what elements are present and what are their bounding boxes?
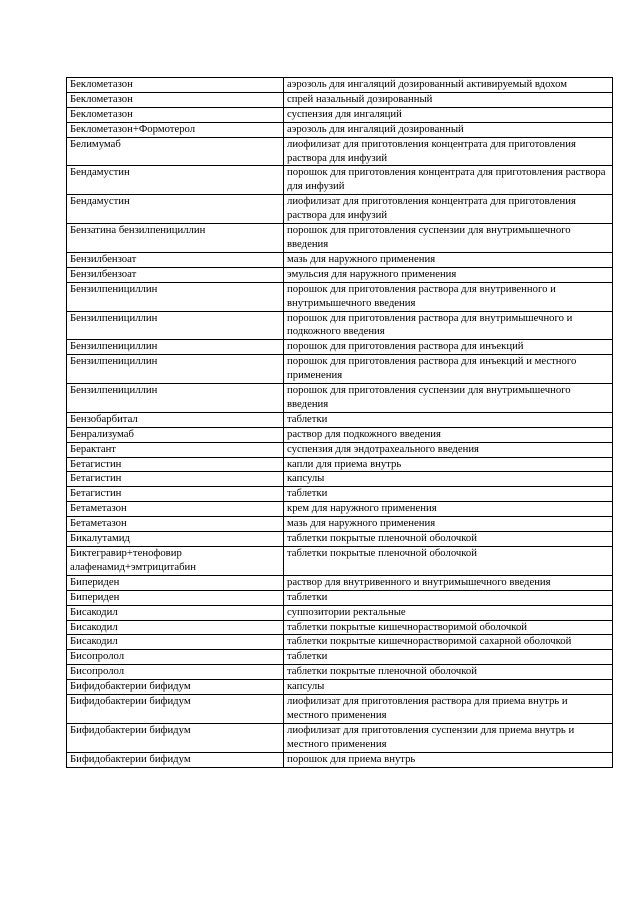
drug-name-cell: Бендамустин: [67, 166, 284, 195]
dosage-form-cell: таблетки покрытые кишечнорастворимой оболочкой: [284, 620, 613, 635]
drug-name-cell: Бифидобактерии бифидум: [67, 723, 284, 752]
drug-name-cell: Беклометазон: [67, 92, 284, 107]
drug-name-cell: Бисакодил: [67, 620, 284, 635]
dosage-form-cell: мазь для наружного применения: [284, 252, 613, 267]
table-row: [67, 427, 613, 442]
dosage-form-cell: суспензия для эндотрахеального введения: [284, 442, 613, 457]
table-row: [67, 442, 613, 457]
dosage-form-cell: порошок для приготовления раствора для инъекций и местного применения: [284, 355, 613, 384]
drug-name-cell: Бифидобактерии бифидум: [67, 680, 284, 695]
drug-name-cell: Бензатина бензилпенициллин: [67, 224, 284, 253]
dosage-form-cell: таблетки покрытые пленочной оболочкой: [284, 665, 613, 680]
drug-name-cell: Бикалутамид: [67, 532, 284, 547]
table-row: [67, 635, 613, 650]
table-row: [67, 517, 613, 532]
dosage-form-cell: порошок для приготовления раствора для внутримышечного и подкожного введения: [284, 311, 613, 340]
drug-name-cell: Бисакодил: [67, 605, 284, 620]
drug-name-cell: Бисопролол: [67, 650, 284, 665]
drug-name-cell: Бифидобактерии бифидум: [67, 752, 284, 767]
dosage-form-cell: лиофилизат для приготовления концентрата для приготовления раствора для инфузий: [284, 195, 613, 224]
table-row: [67, 107, 613, 122]
dosage-form-cell: таблетки покрытые пленочной оболочкой: [284, 532, 613, 547]
drug-name-cell: Бетагистин: [67, 472, 284, 487]
table-row: [67, 752, 613, 767]
table-row: [67, 665, 613, 680]
table-row: [67, 311, 613, 340]
dosage-form-cell: таблетки: [284, 650, 613, 665]
table-row: [67, 472, 613, 487]
table-row: [67, 502, 613, 517]
dosage-form-cell: таблетки: [284, 412, 613, 427]
table-row: [67, 620, 613, 635]
dosage-form-cell: таблетки: [284, 487, 613, 502]
drug-name-cell: Белимумаб: [67, 137, 284, 166]
dosage-form-cell: капсулы: [284, 472, 613, 487]
table-row: [67, 122, 613, 137]
drug-name-cell: Бифидобактерии бифидум: [67, 695, 284, 724]
table-row: [67, 590, 613, 605]
document-page: [66, 77, 612, 768]
table-row: [67, 92, 613, 107]
drug-name-cell: Бензилпенициллин: [67, 355, 284, 384]
dosage-form-cell: аэрозоль для ингаляций дозированный активируемый вдохом: [284, 78, 613, 93]
drug-name-cell: Берактант: [67, 442, 284, 457]
dosage-form-cell: аэрозоль для ингаляций дозированный: [284, 122, 613, 137]
table-row: [67, 267, 613, 282]
dosage-form-cell: таблетки покрытые пленочной оболочкой: [284, 547, 613, 576]
dosage-form-cell: порошок для приготовления суспензии для внутримышечного введения: [284, 224, 613, 253]
dosage-form-cell: раствор для подкожного введения: [284, 427, 613, 442]
dosage-form-cell: таблетки: [284, 590, 613, 605]
drug-name-cell: Беклометазон: [67, 78, 284, 93]
drug-name-cell: Беклометазон+Формотерол: [67, 122, 284, 137]
dosage-form-cell: лиофилизат для приготовления концентрата для приготовления раствора для инфузий: [284, 137, 613, 166]
dosage-form-cell: порошок для приготовления концентрата для приготовления раствора для инфузий: [284, 166, 613, 195]
dosage-form-cell: крем для наружного применения: [284, 502, 613, 517]
drug-name-cell: Бензилпенициллин: [67, 340, 284, 355]
drug-name-cell: Бенрализумаб: [67, 427, 284, 442]
drug-name-cell: Бисопролол: [67, 665, 284, 680]
table-row: [67, 457, 613, 472]
table-row: [67, 547, 613, 576]
drug-name-cell: Бетаметазон: [67, 502, 284, 517]
drug-name-cell: Бипериден: [67, 590, 284, 605]
table-row: [67, 575, 613, 590]
table-row: [67, 723, 613, 752]
table-row: [67, 252, 613, 267]
drug-name-cell: Бендамустин: [67, 195, 284, 224]
dosage-form-cell: капли для приема внутрь: [284, 457, 613, 472]
dosage-form-cell: лиофилизат для приготовления суспензии для приема внутрь и местного применения: [284, 723, 613, 752]
dosage-form-cell: эмульсия для наружного применения: [284, 267, 613, 282]
drug-name-cell: Беклометазон: [67, 107, 284, 122]
drug-table: [66, 77, 613, 768]
dosage-form-cell: спрей назальный дозированный: [284, 92, 613, 107]
table-row: [67, 412, 613, 427]
dosage-form-cell: раствор для внутривенного и внутримышечного введения: [284, 575, 613, 590]
table-row: [67, 695, 613, 724]
drug-name-cell: Бетагистин: [67, 487, 284, 502]
drug-table-body: [67, 78, 613, 768]
dosage-form-cell: суспензия для ингаляций: [284, 107, 613, 122]
table-row: [67, 224, 613, 253]
dosage-form-cell: порошок для приема внутрь: [284, 752, 613, 767]
table-row: [67, 340, 613, 355]
dosage-form-cell: суппозитории ректальные: [284, 605, 613, 620]
dosage-form-cell: лиофилизат для приготовления раствора для приема внутрь и местного применения: [284, 695, 613, 724]
drug-name-cell: Бетаметазон: [67, 517, 284, 532]
drug-name-cell: Бетагистин: [67, 457, 284, 472]
dosage-form-cell: мазь для наружного применения: [284, 517, 613, 532]
drug-name-cell: Бипериден: [67, 575, 284, 590]
table-row: [67, 137, 613, 166]
table-row: [67, 605, 613, 620]
dosage-form-cell: капсулы: [284, 680, 613, 695]
dosage-form-cell: порошок для приготовления раствора для инъекций: [284, 340, 613, 355]
table-row: [67, 680, 613, 695]
dosage-form-cell: таблетки покрытые кишечнорастворимой сахарной оболочкой: [284, 635, 613, 650]
drug-name-cell: Бензилпенициллин: [67, 282, 284, 311]
drug-name-cell: Бензилпенициллин: [67, 384, 284, 413]
table-row: [67, 166, 613, 195]
drug-name-cell: Бисакодил: [67, 635, 284, 650]
table-row: [67, 384, 613, 413]
table-row: [67, 650, 613, 665]
table-row: [67, 78, 613, 93]
table-row: [67, 282, 613, 311]
dosage-form-cell: порошок для приготовления суспензии для внутримышечного введения: [284, 384, 613, 413]
table-row: [67, 532, 613, 547]
drug-name-cell: Бензобарбитал: [67, 412, 284, 427]
dosage-form-cell: порошок для приготовления раствора для внутривенного и внутримышечного введения: [284, 282, 613, 311]
table-row: [67, 487, 613, 502]
drug-name-cell: Бензилбензоат: [67, 267, 284, 282]
table-row: [67, 355, 613, 384]
table-row: [67, 195, 613, 224]
drug-name-cell: Биктегравир+тенофовир алафенамид+эмтрицитабин: [67, 547, 284, 576]
drug-name-cell: Бензилпенициллин: [67, 311, 284, 340]
drug-name-cell: Бензилбензоат: [67, 252, 284, 267]
